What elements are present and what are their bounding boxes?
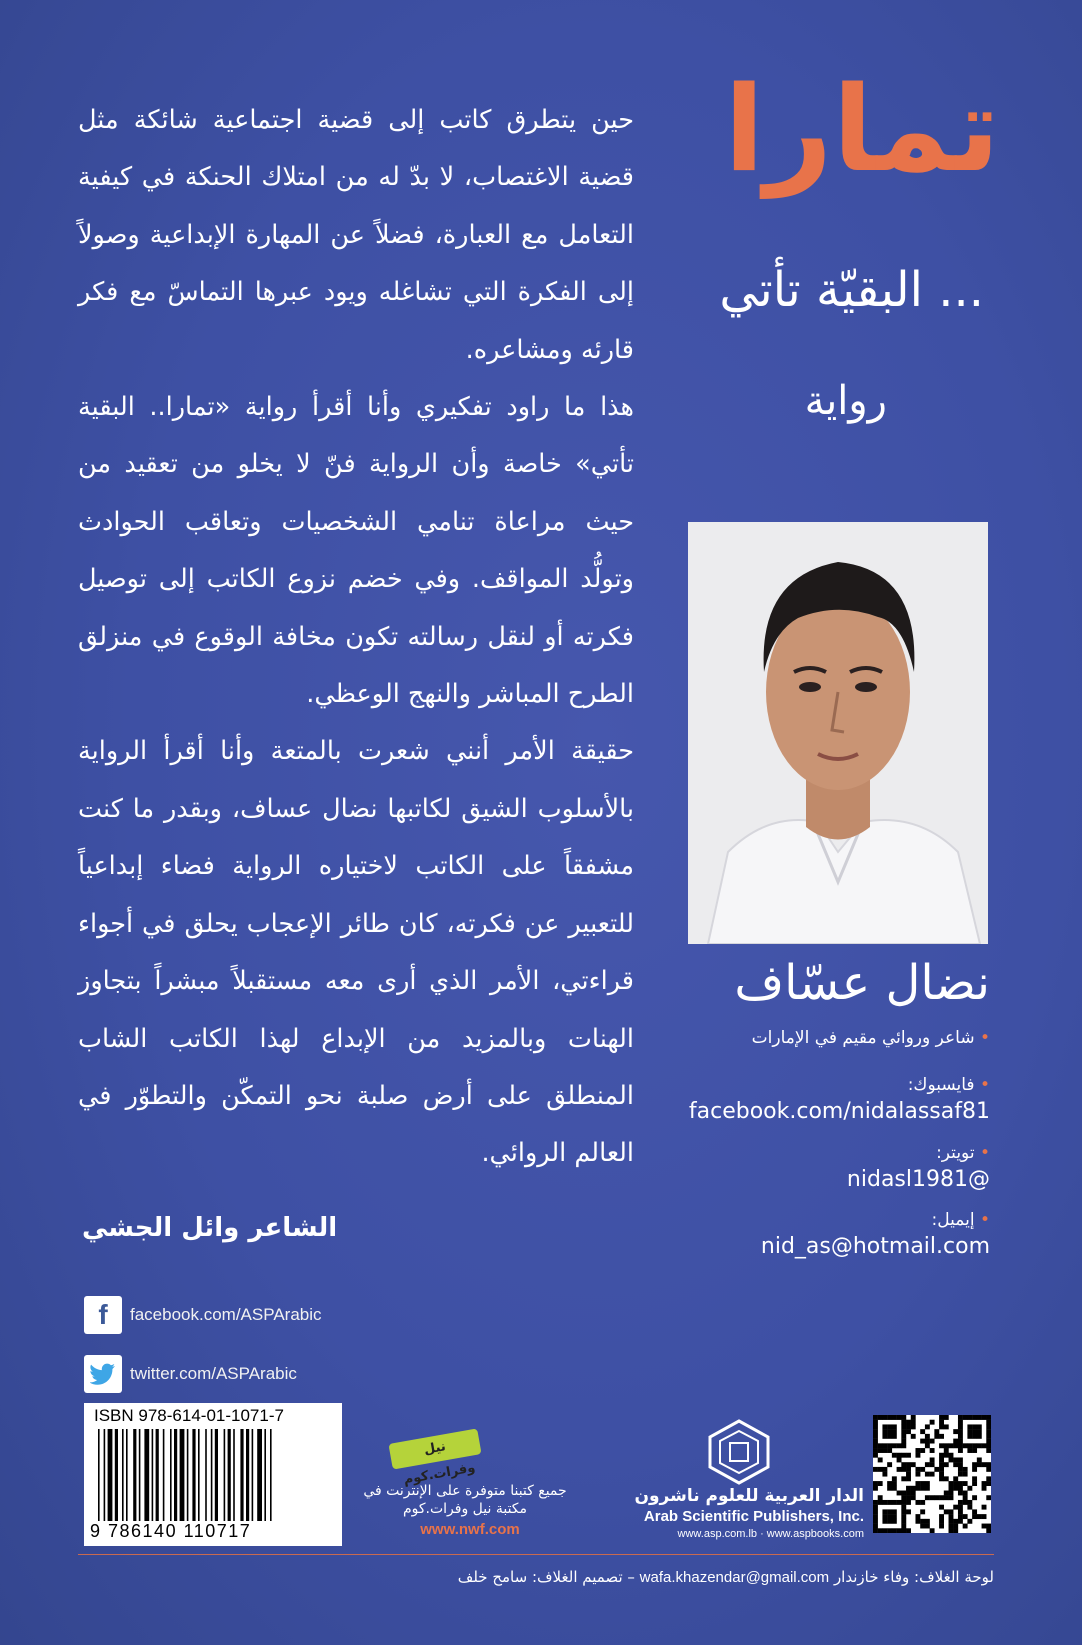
facebook-label: • فايسبوك: [650, 1075, 990, 1095]
publisher-logo-icon [706, 1419, 772, 1485]
twitter-label: • تويتر: [650, 1143, 990, 1163]
author-twitter [650, 1143, 990, 1192]
isbn-number: ISBN 978-614-01-1071-7 [94, 1406, 284, 1425]
retailer-text: جميع كتبنا متوفرة على الإنترنت في مكتبة نيل وفرات.كوم [363, 1483, 567, 1517]
footer-divider [78, 1554, 994, 1555]
design-credit: – تصميم الغلاف: سامح خلف [457, 1568, 635, 1586]
occupation-text: • شاعر وروائي مقيم في الإمارات [650, 1028, 990, 1048]
barcode-bars [98, 1429, 328, 1521]
book-title: تمارا [724, 60, 1001, 198]
author-portrait-illustration [688, 522, 988, 944]
twitter-value: nidasl1981@ [846, 1167, 990, 1192]
isbn-barcode [84, 1403, 342, 1546]
retailer-tag-logo: نيل وفرات.كوم [388, 1428, 481, 1469]
barcode-digits: 9 786140 110717 [90, 1521, 252, 1541]
cover-credits [78, 1568, 994, 1586]
review-paragraph: حقيقة الأمر أنني شعرت بالمتعة وأنا أقرأ الرواية بالأسلوب الشيق لكاتبها نضال عساف، وبقدر ما كنت مشفقاً على الكاتب لاختياره الرواية فضاء إبداعياً للتعبير عن فكرته، كان طائر الإعجاب يحلق في أجواء قراءتي، الأمر الذي أرى معه مستقبلاً مبشراً بتجاوز الهنات وبالمزيد من الإبداع لهذا الكاتب الشاب المنطلق على أرض صلبة نحو التمكّن والتطوّر في العالم الروائي. [78, 736, 634, 1169]
review-paragraph: حين يتطرق كاتب إلى قضية اجتماعية شائكة مثل قضية الاغتصاب، لا بدّ له من امتلاك الحنكة في كيفية التعامل مع العبارة، فضلاً عن المهارة الإبداعية وصولاً إلى الفكرة التي تشاغله ويود عبرها التماسّ مع فكر قارئه ومشاعره. [78, 105, 634, 365]
qr-code [873, 1415, 991, 1533]
review-paragraph: هذا ما راود تفكيري وأنا أقرأ رواية «تمارا.. البقية تأتي» خاصة وأن الرواية فنّ لا يخلو من تعقيد من حيث مراعاة تنامي الشخصيات وتعاقب الحوادث وتولُّد المواقف. وفي خضم نزوع الكاتب إلى توصيل فكرته أو لنقل رسالته تكون مخافة الوقوع في منزلق الطرح المباشر والنهج الوعظي. [78, 392, 634, 710]
facebook-icon: f [84, 1296, 122, 1334]
email-value: nid_as@hotmail.com [760, 1234, 990, 1259]
publisher-name-arabic: الدار العربية للعلوم ناشرون [634, 1486, 864, 1506]
retailer-url: www.nwf.com [420, 1521, 520, 1538]
author-photo [688, 522, 988, 944]
painter-email: wafa.khazendar@gmail.com [639, 1569, 830, 1586]
publisher-twitter-link [84, 1354, 297, 1394]
publisher-websites: www.asp.com.lb · www.aspbooks.com [677, 1528, 864, 1540]
review-text [78, 92, 634, 1183]
twitter-icon [84, 1355, 122, 1393]
book-subtitle: ... البقيّة تأتي [719, 262, 984, 318]
reviewer-name: الشاعر وائل الجشي [82, 1213, 338, 1243]
author-name: نضال عسّاف [734, 955, 990, 1011]
publisher-facebook-link [84, 1295, 322, 1335]
publisher-twitter-text: twitter.com/ASPArabic [130, 1364, 297, 1383]
author-occupation [650, 1028, 990, 1048]
facebook-value: facebook.com/nidalassaf81 [688, 1099, 990, 1124]
publisher-facebook-text: facebook.com/ASPArabic [130, 1305, 322, 1324]
author-facebook [650, 1075, 990, 1124]
painting-credit: لوحة الغلاف: وفاء خازندار [833, 1568, 994, 1586]
email-label: • إيميل: [650, 1210, 990, 1230]
publisher-name-english: Arab Scientific Publishers, Inc. [643, 1508, 864, 1525]
author-email [650, 1210, 990, 1259]
book-genre: رواية [804, 378, 887, 424]
